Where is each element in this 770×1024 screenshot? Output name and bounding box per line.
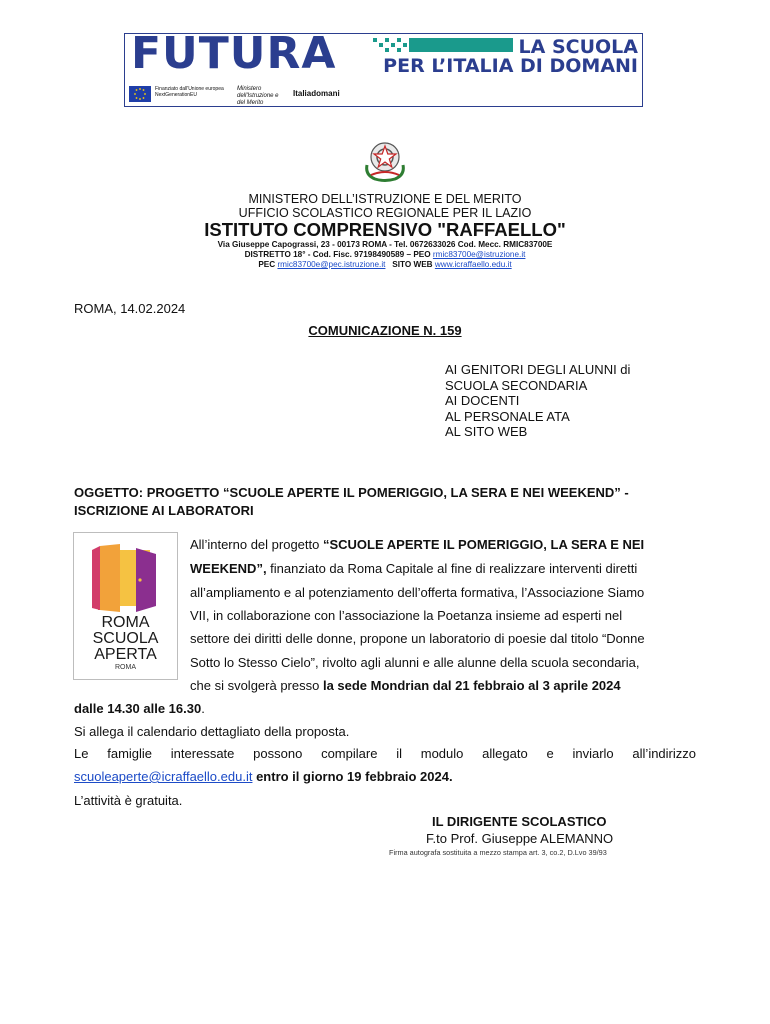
pec-email-link[interactable]: rmic83700e@pec.istruzione.it xyxy=(277,260,386,269)
body-line xyxy=(190,537,696,552)
website-link[interactable]: www.icraffaello.edu.it xyxy=(434,260,512,269)
body-word: il xyxy=(396,746,402,761)
eu-funding-text: Finanziato dall'Unione europea NextGenerationEU xyxy=(155,86,224,98)
recipient-item: AI DOCENTI xyxy=(445,393,520,408)
logo-text-aperta: APERTA xyxy=(94,646,157,663)
regional-office-heading: UFFICIO SCOLASTICO REGIONALE PER IL LAZIO xyxy=(238,206,532,220)
recipient-item: SCUOLA SECONDARIA xyxy=(445,377,588,393)
ministry-heading: MINISTERO DELL’ISTRUZIONE E DEL MERITO xyxy=(248,192,522,206)
deadline-text: entro il giorno 19 febbraio 2024. xyxy=(252,769,453,784)
signature-name: F.to Prof. Giuseppe ALEMANNO xyxy=(426,831,614,846)
attachment-note: Si allega il calendario dettagliato della proposta. xyxy=(74,724,350,739)
ministry-logo-text: Ministero dell'Istruzione e del Merito xyxy=(237,86,279,106)
body-line: VII, in collaborazione con l’associazione la Poetanza insieme ad esperti nel xyxy=(190,608,623,623)
subject-line1: OGGETTO: PROGETTO “SCUOLE APERTE IL POMERIGGIO, LA SERA E NEI WEEKEND” - xyxy=(74,485,629,500)
school-address-line: Via Giuseppe Capograssi, 23 - 00173 ROMA - Tel. 0672633026 Cod. Mecc. RMIC83700E xyxy=(217,240,553,249)
body-text: . xyxy=(201,701,205,716)
body-word: compilare xyxy=(321,746,378,761)
document-date: ROMA, 14.02.2024 xyxy=(74,301,186,316)
communication-number: COMUNICAZIONE N. 159 xyxy=(308,323,462,338)
website-label: SITO WEB xyxy=(392,260,433,269)
body-line xyxy=(190,561,696,576)
free-activity-note: L’attività è gratuita. xyxy=(74,793,183,808)
school-name-heading: ISTITUTO COMPRENSIVO "RAFFAELLO" xyxy=(204,219,566,240)
recipients-list xyxy=(445,362,630,440)
body-text: All’interno del progetto xyxy=(190,537,323,552)
body-word: Le xyxy=(74,746,89,761)
pixel-pattern-icon xyxy=(373,38,513,52)
logo-text-roma-small: ROMA xyxy=(115,664,136,671)
project-title-text: “SCUOLE APERTE IL POMERIGGIO, LA SERA E NEI xyxy=(322,537,645,552)
roma-scuola-aperta-logo xyxy=(73,532,178,680)
banner-slogan-line2: PER L’ITALIA DI DOMANI xyxy=(383,55,638,77)
body-text: che si svolgerà presso xyxy=(190,678,323,693)
body-text: finanziato da Roma Capitale al fine di realizzare interventi diretti xyxy=(266,561,638,576)
school-fiscal-line xyxy=(0,250,770,259)
recipient-item: AL SITO WEB xyxy=(445,424,528,439)
body-line xyxy=(74,701,205,716)
futura-logo-text: FUTURA xyxy=(131,28,337,79)
logo-text-roma: ROMA xyxy=(101,614,150,631)
body-word: possono xyxy=(253,746,303,761)
banner-slogan-line1: LA SCUOLA xyxy=(518,36,638,58)
body-word: famiglie xyxy=(107,746,153,761)
body-line xyxy=(190,678,621,693)
futura-banner xyxy=(124,28,643,107)
school-contact-line xyxy=(0,260,770,269)
italiadomani-logo-text: Italiadomani xyxy=(293,89,340,98)
contact-email-link[interactable]: scuoleaperte@icraffaello.edu.it xyxy=(74,769,253,784)
time-range-text: dalle 14.30 alle 16.30 xyxy=(74,701,202,716)
body-word: allegato xyxy=(482,746,528,761)
signature-title: IL DIRIGENTE SCOLASTICO xyxy=(432,814,607,829)
body-line: Sotto lo Stesso Cielo”, rivolto agli alunni e alle alunne della scuola secondaria, xyxy=(190,655,640,670)
body-word: e xyxy=(546,746,554,761)
recipient-item: AL PERSONALE ATA xyxy=(445,408,570,424)
body-line: all’ampliamento e al potenziamento dell’offerta formativa, l’Associazione Siamo xyxy=(190,585,645,600)
body-word: modulo xyxy=(420,746,464,761)
subject-block xyxy=(74,484,696,520)
venue-dates-text: la sede Mondrian dal 21 febbraio al 3 aprile 2024 xyxy=(322,678,621,693)
recipient-item: AI GENITORI DEGLI ALUNNI di xyxy=(445,362,631,377)
body-line: settore dei diritti delle donne, propone un laboratorio di poesie dal titolo “Donne xyxy=(190,631,645,646)
body-line xyxy=(74,769,453,784)
fiscal-code-text: DISTRETTO 18° - Cod. Fisc. 97198490589 – PEO xyxy=(244,250,431,259)
peo-email-link[interactable]: rmic83700e@istruzione.it xyxy=(432,250,526,259)
body-word: interessate xyxy=(170,746,235,761)
subject-line2: ISCRIZIONE AI LABORATORI xyxy=(74,503,254,518)
body-word: inviarlo xyxy=(572,746,614,761)
pec-label: PEC xyxy=(258,260,276,269)
open-door-icon xyxy=(90,542,162,614)
project-title-text: WEEKEND”, xyxy=(190,561,267,576)
eu-flag-icon xyxy=(129,86,151,102)
body-line-justified xyxy=(74,746,696,761)
body-word: all’indirizzo xyxy=(632,746,696,761)
italian-republic-emblem-icon xyxy=(361,135,409,183)
signature-note: Firma autografa sostituita a mezzo stampa art. 3, co.2, D.Lvo 39/93 xyxy=(389,848,607,857)
logo-text-scuola: SCUOLA xyxy=(92,630,159,647)
